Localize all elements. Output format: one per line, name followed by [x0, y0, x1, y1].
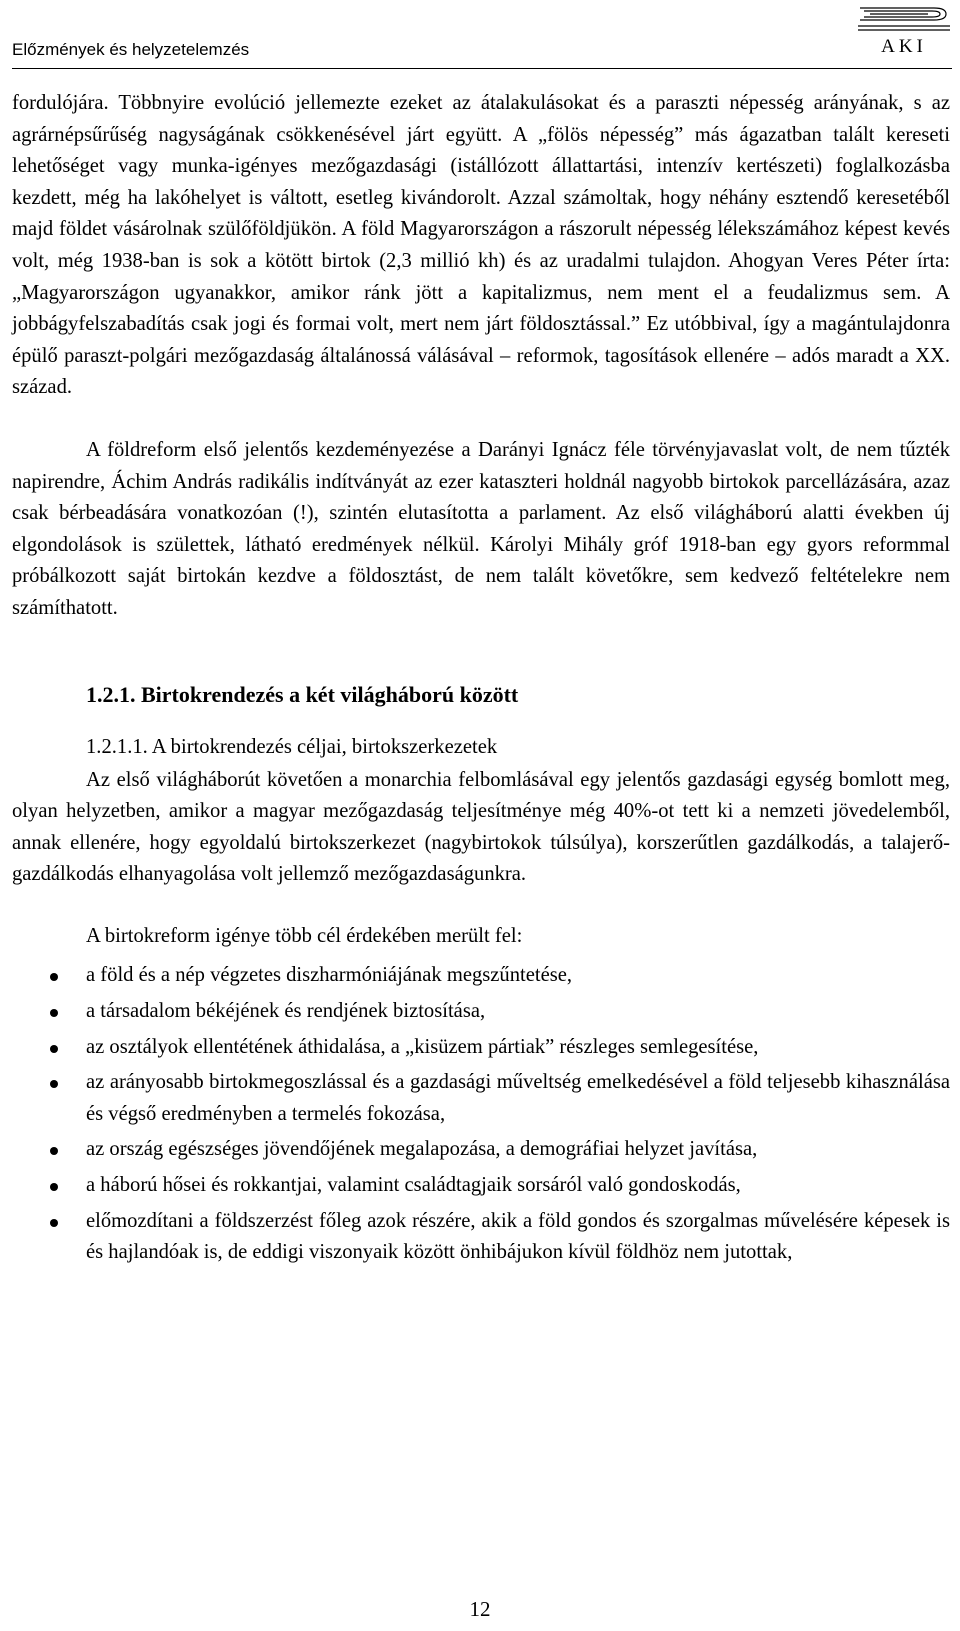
- running-header-title: Előzmények és helyzetelemzés: [12, 40, 250, 59]
- list-item: [12, 996, 950, 1028]
- list-item-text: az osztályok ellentétének áthidalása, a „kisüzem pártiak” részleges semlegesítése,: [86, 1035, 759, 1058]
- bullet-icon: [50, 1045, 58, 1053]
- list-item: [12, 1032, 950, 1064]
- subsection-heading-1-2-1-1: 1.2.1.1. A birtokrendezés céljai, birtokszerkezetek: [86, 735, 498, 758]
- page-content: [12, 88, 950, 1269]
- body-paragraph-3: Az első világháborút követően a monarchia felbomlásával egy jelentős gazdasági egység bomlott meg, olyan helyzetben, amikor a magyar mezőgazdaság teljesítménye még 40%-ot tett ki a nemzeti jövedelemből, annak ellenére, hogy egyoldalú birtokszerkezet (nagybirtokok túlsúlya), korszerűtlen gazdálkodás, a talajerő-gazdálkodás elhanyagolása volt jellemző mezőgazdaságunkra.: [12, 768, 950, 886]
- list-item-text: a társadalom békéjének és rendjének biztosítása,: [86, 1000, 486, 1023]
- bullet-icon: [50, 1009, 58, 1017]
- list-item-text: az ország egészséges jövendőjének megalapozása, a demográfiai helyzet javítása,: [86, 1138, 758, 1161]
- page-number: 12: [469, 1597, 491, 1621]
- bullet-icon: [50, 1147, 58, 1155]
- list-item-text: a háború hősei és rokkantjai, valamint családtagjaik sorsáról való gondoskodás,: [86, 1174, 741, 1197]
- list-item: [12, 1170, 950, 1202]
- bullet-icon: [50, 973, 58, 981]
- list-item: [12, 960, 950, 992]
- bullet-icon: [50, 1183, 58, 1191]
- list-item: [12, 1206, 950, 1269]
- list-item-text: a föld és a nép végzetes diszharmóniájának megszűntetése,: [86, 964, 573, 987]
- body-paragraph-2: A földreform első jelentős kezdeményezése a Darányi Ignácz féle törvényjavaslat volt, de nem tűzték napirendre, Áchim András radikális indítványát az ezer kataszteri holdnál nagyobb birtokok parcellázására, azaz csak bérbeadására vonatkozóan (!), szintén elutasította a parlament. Az első világháború alatti években új elgondolások is születtek, látható eredmények nélkül. Károlyi Mihály gróf 1918-ban egy gyors reformmal próbálkozott saját birtokán kezdve a földosztást, de nem talált követőkre, sem kedvező feltételekre nem számíthatott.: [12, 438, 950, 619]
- list-item-text: előmozdítani a földszerzést főleg azok részére, akik a föld gondos és szorgalmas művelésére képesek is és hajlandóak is, de eddigi viszonyaik között önhibájukon kívül földhöz nem jutottak,: [86, 1209, 950, 1264]
- logo-text: AKI: [881, 36, 927, 57]
- page-header: [12, 0, 952, 69]
- section-heading-1-2-1: 1.2.1. Birtokrendezés a két világháború között: [86, 681, 519, 707]
- list-item: [12, 1134, 950, 1166]
- bullet-icon: [50, 1219, 58, 1227]
- list-intro-paragraph: A birtokreform igénye több cél érdekében merült fel:: [86, 924, 523, 947]
- bullet-icon: [50, 1080, 58, 1088]
- body-paragraph-1: fordulójára. Többnyire evolúció jellemezte ezeket az átalakulásokat és a paraszti népesség arányának, s az agrárnépsűrűség nagyságának csökkenésével járt együtt. A „fölös népesség” más ágazatban talált kereseti lehetőséget vagy munka-igényes mezőgazdasági (istállózott állattartási, intenzív kertészeti) foglalkozásba kezdett, még ha lakóhelyet is váltott, esetleg kivándorolt. Azzal számoltak, hogy néhány esztendő keresetéből majd földet vásárolnak szülőföldjükön. A föld Magyarországon a rászorult népesség lélekszámához képest kevés volt, még 1938-ban is sok a kötött birtok (2,3 millió kh) és az uradalmi tulajdon. Ahogyan Veres Péter írta: „Magyarországon ugyanakkor, amikor ránk jött a kapitalizmus, nem ment el a feudalizmus sem. A jobbágyfelszabadítás csak jogi és formai volt, mert nem járt földosztással.” Ez utóbbival, így a magántulajdonra épülő paraszt-polgári mezőgazdaság általánossá válásával – reformok, tagosítások ellenére – adós maradt a XX. század.: [12, 92, 950, 399]
- list-item-text: az arányosabb birtokmegoszlással és a gazdasági műveltség emelkedésével a föld teljesebb kihasználása és végső eredményben a termelés fokozása,: [86, 1071, 950, 1125]
- goals-bullet-list: [12, 960, 950, 1268]
- list-item: [12, 1067, 950, 1130]
- aki-logo: [856, 2, 952, 62]
